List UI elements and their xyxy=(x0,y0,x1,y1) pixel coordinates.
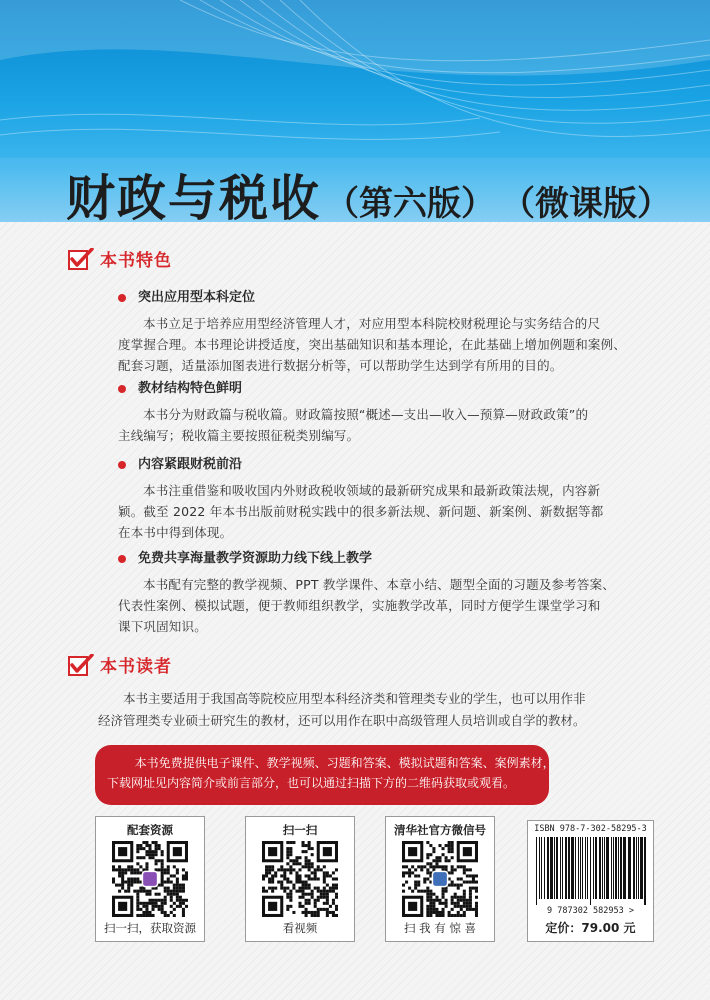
readers-description xyxy=(98,688,646,732)
qr-card-video[interactable] xyxy=(245,816,355,942)
feature-line: 本书立足于培养应用型经济管理人才，对应用型本科院校财税理论与实务结合的尺 xyxy=(143,316,601,331)
qr-label-bottom: 扫一扫，获取资源 xyxy=(104,921,196,935)
feature-line: 颖。截至 2022 年本书出版前财税实践中的很多新法规、新问题、新案例、新数据等都 xyxy=(118,504,604,519)
qr-label-bottom: 扫 我 有 惊 喜 xyxy=(403,921,477,935)
readers-line: 经济管理类专业硕士研究生的教材，还可以用作在职中高级管理人员培训或自学的教材。 xyxy=(98,713,586,728)
notice-line: 本书免费提供电子课件、教学视频、习题和答案、模拟试题和答案、案例素材， xyxy=(134,756,555,770)
feature-body xyxy=(118,313,638,376)
checkmark-icon xyxy=(68,654,92,676)
feature-line: 在本书中得到体现。 xyxy=(118,525,233,540)
qr-code-icon xyxy=(262,841,338,917)
isbn-barcode xyxy=(527,820,654,942)
book-title-edition: （第六版） xyxy=(325,184,496,224)
qr-label-top: 扫一扫 xyxy=(282,823,318,837)
feature-line: 本书配有完整的教学视频、PPT 教学课件、本章小结、题型全面的习题及参考答案、 xyxy=(143,577,615,592)
feature-line: 课下巩固知识。 xyxy=(118,619,207,634)
features-title: 本书特色 xyxy=(100,251,172,271)
feature-item xyxy=(118,456,638,543)
resource-notice-banner xyxy=(95,745,555,805)
book-title-subtitle: （微课版） xyxy=(501,184,672,224)
feature-line: 配套习题，适量添加图表进行数据分析等，可以帮助学生达到学有所用的目的。 xyxy=(118,358,563,373)
feature-body xyxy=(118,574,638,637)
isbn-digits: 9 787302 582953 > xyxy=(547,906,634,916)
feature-title: 教材结构特色鲜明 xyxy=(118,380,638,398)
feature-line: 本书分为财政篇与税收篇。财政篇按照“概述—支出—收入—预算—财政政策”的 xyxy=(143,407,589,422)
feature-item xyxy=(118,289,638,376)
checkmark-icon xyxy=(68,248,92,270)
readers-title: 本书读者 xyxy=(100,657,172,677)
feature-title: 免费共享海量教学资源助力线下线上教学 xyxy=(118,550,638,568)
qr-code-icon xyxy=(402,841,478,917)
feature-body xyxy=(118,480,638,543)
book-title-main: 财政与税收 xyxy=(66,169,322,227)
feature-title: 突出应用型本科定位 xyxy=(118,289,638,307)
feature-title: 内容紧跟财税前沿 xyxy=(118,456,638,474)
qr-card-wechat[interactable] xyxy=(385,816,495,942)
feature-item xyxy=(118,380,638,446)
readers-line: 本书主要适用于我国高等院校应用型本科经济类和管理类专业的学生，也可以用作非 xyxy=(123,691,586,706)
qr-label-bottom: 看视频 xyxy=(282,921,318,935)
qr-label-top: 配套资源 xyxy=(127,823,173,837)
barcode-icon xyxy=(534,837,648,905)
price-label: 定价：79.00 元 xyxy=(545,921,636,935)
features-heading xyxy=(68,246,172,271)
qr-card-resources[interactable] xyxy=(95,816,205,942)
feature-line: 本书注重借鉴和吸收国内外财政税收领域的最新研究成果和最新政策法规，内容新 xyxy=(143,483,601,498)
feature-line: 度掌握合理。本书理论讲授适度，突出基础知识和基本理论，在此基础上增加例题和案例、 xyxy=(118,337,627,352)
isbn-label: ISBN 978-7-302-58295-3 xyxy=(534,824,647,834)
book-title xyxy=(66,160,672,227)
notice-line: 下载网址见内容简介或前言部分，也可以通过扫描下方的二维码获取或观看。 xyxy=(107,776,516,790)
feature-item xyxy=(118,550,638,637)
qr-label-top: 清华社官方微信号 xyxy=(394,823,486,837)
feature-line: 主线编写；税收篇主要按照征税类别编写。 xyxy=(118,428,360,443)
feature-line: 代表性案例、模拟试题，便于教师组织教学，实施教学改革，同时方便学生课堂学习和 xyxy=(118,598,601,613)
readers-heading xyxy=(68,652,172,677)
feature-body xyxy=(118,404,638,446)
qr-code-icon xyxy=(112,841,188,917)
